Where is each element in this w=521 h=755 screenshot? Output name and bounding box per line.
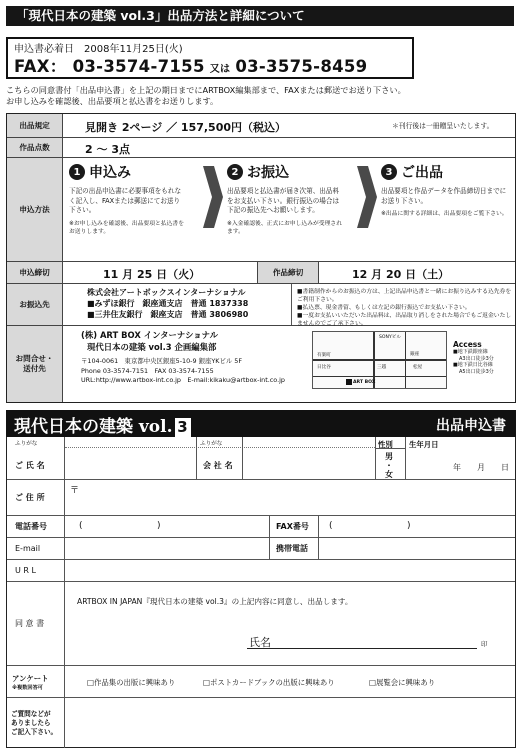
url-label: U R L (7, 560, 65, 581)
map-artbox: ART BOX (353, 380, 376, 385)
step-1-number: 1 (69, 164, 85, 180)
form-subtitle: 出品申込書 (436, 418, 506, 434)
map-hibiya: 日比谷 (317, 365, 331, 370)
step-2-note: ※入金確認後、正式にお申し込みが受理されます。 (227, 220, 342, 235)
intro-line-2: お申し込みを確認後、出品要項と払込書をお送りします。 (6, 96, 219, 106)
bank-smbc: ■三井住友銀行 銀座支店 普通 3806980 (87, 310, 249, 319)
map-sony: SONYビル (379, 335, 401, 340)
tel-label: 電話番号 (7, 516, 65, 537)
work-deadline-value: 12 月 20 日（土） (352, 268, 450, 281)
page-title: 「現代日本の建築 vol.3」出品方法と詳細について (6, 6, 514, 26)
consent-label: 同 意 書 (7, 582, 65, 665)
contact-address: 〒104-0061 東京都中央区銀座5-10-9 銀座YKビル 5F (81, 357, 243, 365)
map-matsuya: 松屋 (413, 365, 423, 370)
deadline-value: 2008年11月25日(火) (84, 44, 183, 55)
step-payment (227, 162, 342, 236)
url-input[interactable] (71, 562, 511, 580)
access-info (453, 340, 494, 375)
rules-value: 見開き 2ページ ／ 157,500円（税込） (85, 121, 287, 134)
access-line-2: ■地下鉄日比谷線 (453, 362, 493, 368)
signature-line (247, 648, 477, 649)
form-title (14, 412, 191, 437)
step-3-number: 3 (381, 164, 397, 180)
tel-paren-close: ) (157, 521, 161, 531)
zip-mark: 〒 (70, 486, 80, 496)
map-yurakucho: 有楽町 (317, 353, 331, 358)
gender-female[interactable]: 女 (385, 470, 393, 479)
survey-option-exhibition[interactable]: □展覧会に興味あり (369, 678, 436, 687)
contact-company: (株) ART BOX インターナショナル (81, 330, 218, 340)
questions-line-2: ありましたら (11, 718, 51, 727)
seal-mark: 印 (481, 640, 488, 648)
step-2-title: お振込 (247, 165, 289, 181)
count-row (7, 138, 515, 158)
bank-company: 株式会社アートボックスインターナショナル (87, 288, 246, 297)
furigana-label-company: ふりがな (200, 441, 223, 447)
method-row (7, 158, 515, 262)
questions-line-3: ご記入下さい。 (11, 727, 58, 736)
fax-number-1[interactable]: 03-3574-7155 (72, 57, 205, 76)
bank-note-1: ■書籍制作からのお振込の方は、上記出品申込書と一緒にお振り込みする込先券をご利用下さい。 (297, 289, 512, 303)
access-line-2b: A5出口徒歩3分 (459, 368, 494, 375)
address-label: ご 住 所 (7, 480, 65, 515)
step-1-title: 申込み (89, 165, 131, 181)
bank-notes (297, 288, 512, 328)
survey-label (7, 666, 65, 697)
fax-input[interactable] (337, 518, 512, 536)
fax-or: 又は (209, 64, 231, 75)
fax-paren-close: ) (407, 521, 411, 531)
contact-url[interactable]: URL:http://www.artbox-int.co.jp E-mail:kikaku@artbox-int.co.jp (81, 376, 285, 384)
signature-label: 氏名 (249, 636, 271, 649)
access-line-1: ■地下鉄銀座線 (453, 349, 488, 355)
step-apply (69, 162, 184, 236)
name-input[interactable] (71, 448, 196, 478)
consent-row (7, 582, 515, 666)
email-label: E-mail (7, 538, 65, 559)
contact-label-2: 送付先 (23, 364, 46, 373)
mobile-label: 携帯電話 (269, 538, 319, 559)
count-value: 2 ～ 3点 (85, 143, 130, 156)
bank-mizuho: ■みずほ銀行 銀座通支店 普通 1837338 (87, 299, 249, 308)
form-header (6, 410, 516, 437)
survey-option-postcard[interactable]: □ポストカードブックの出版に興味あり (203, 678, 335, 687)
company-input[interactable] (247, 448, 372, 478)
work-deadline-label: 作品締切 (257, 262, 319, 283)
survey-option-book[interactable]: □作品集の出版に興味あり (87, 678, 176, 687)
name-label: ご 氏 名 (7, 437, 65, 479)
consent-text: ARTBOX IN JAPAN『現代日本の建築 vol.3』の上記内容に同意し、出品します。 (77, 597, 353, 606)
contact-dept: 現代日本の建築 vol.3 企画編集部 (87, 342, 217, 352)
contact-label-1: お問合せ・ (15, 354, 54, 363)
url-row (7, 560, 515, 582)
contact-label (7, 326, 63, 402)
fax-number-2[interactable]: 03-3575-8459 (235, 57, 368, 76)
form-title-text: 現代日本の建築 vol. (14, 417, 173, 437)
address-row (7, 480, 515, 516)
step-submit (381, 162, 511, 218)
tel-row (7, 516, 515, 538)
name-row (7, 437, 515, 480)
fax-field-label: FAX番号 (269, 516, 319, 537)
rules-label: 出品規定 (7, 114, 63, 137)
gender-male[interactable]: 男 (385, 452, 393, 461)
tel-paren-open: ( (79, 521, 83, 531)
access-map (312, 331, 447, 389)
rules-row (7, 114, 515, 138)
contact-phone: Phone 03-3574-7151 FAX 03-3574-7155 (81, 366, 214, 375)
contact-details (81, 330, 285, 386)
bank-row (7, 284, 515, 326)
birth-day: 日 (501, 463, 509, 472)
signature-input[interactable] (282, 630, 472, 648)
step-3-title: ご出品 (401, 165, 443, 181)
survey-row (7, 666, 515, 698)
apply-deadline-label: 申込締切 (7, 262, 63, 283)
gender-label: 性別 (378, 440, 393, 449)
survey-title: アンケート (12, 673, 49, 683)
arrow-right-icon (203, 166, 223, 228)
bank-note-2: ■払込票、現金書留、もしくは左記の銀行振込でお支払い下さい。 (297, 305, 471, 311)
bank-note-3: ■一度お支払いいただいた出品料は、出品取り消しをされた場合でもご返金いたしませんのでご了承下さい。 (297, 313, 512, 327)
address-input[interactable] (82, 483, 502, 513)
intro-text (6, 85, 518, 107)
step-1-body: 下記の出品申込書に必要事項をもれなく記入し、FAXまたは郵送にてお送り下さい。 (69, 187, 182, 214)
access-title: Access (453, 340, 482, 349)
gender-separator: ・ (385, 461, 393, 470)
mobile-input[interactable] (325, 540, 510, 558)
furigana-label: ふりがな (15, 441, 38, 447)
deadlines-row (7, 262, 515, 284)
rules-note: ＊刊行後は一冊贈呈いたします。 (392, 122, 494, 130)
deadline-label: 申込書必着日 (14, 44, 74, 55)
gender-options[interactable] (385, 452, 393, 479)
application-form (6, 437, 516, 748)
map-marker-icon (346, 379, 352, 385)
company-label: 会 社 名 (196, 437, 242, 479)
fax-label: FAX： (14, 57, 67, 76)
step-3-note: ※出品に関する詳細は、出品要項をご覧下さい。 (381, 211, 508, 217)
step-2-number: 2 (227, 164, 243, 180)
step-1-note: ※お申し込みを確認後、出品要項と払込書をお送りします。 (69, 220, 184, 235)
contact-row (7, 326, 515, 402)
fax-numbers (14, 53, 367, 77)
map-ginza: 銀座 (410, 352, 420, 357)
tel-input[interactable] (85, 518, 265, 536)
step-2-body: 出品要項と払込書が届き次第、出品料をお支払い下さい。銀行振込の場合は下記の振込先へお願いします。 (227, 187, 340, 214)
questions-input[interactable] (71, 701, 511, 745)
map-mitsukoshi: 三越 (377, 365, 387, 370)
birth-month: 月 (477, 463, 485, 472)
fax-paren-open: ( (329, 521, 333, 531)
step-3-body: 出品要項と作品データを作品締切日までにお送り下さい。 (381, 187, 507, 205)
email-row (7, 538, 515, 560)
info-table (6, 113, 516, 403)
arrow-right-icon (357, 166, 377, 228)
survey-subtitle: ※複数回答可 (12, 684, 43, 691)
method-label: 申込方法 (7, 158, 63, 261)
email-input[interactable] (71, 540, 265, 558)
questions-line-1: ご質問などが (11, 709, 51, 718)
bank-accounts (87, 287, 248, 320)
apply-deadline-value: 11 月 25 日（火） (103, 268, 201, 281)
birth-year: 年 (453, 463, 461, 472)
questions-row (7, 698, 515, 748)
count-label: 作品点数 (7, 138, 63, 157)
bank-label: お振込先 (7, 284, 63, 325)
access-line-1b: A3出口徒歩3分 (459, 355, 494, 362)
form-vol-number: 3 (175, 418, 191, 437)
intro-line-1: こちらの同意書付「出品申込書」を上記の期日までにARTBOX編集部まで、FAXまたは郵送でお送り下さい。 (6, 85, 406, 95)
questions-label (7, 698, 65, 748)
birth-label: 生年月日 (409, 440, 439, 449)
